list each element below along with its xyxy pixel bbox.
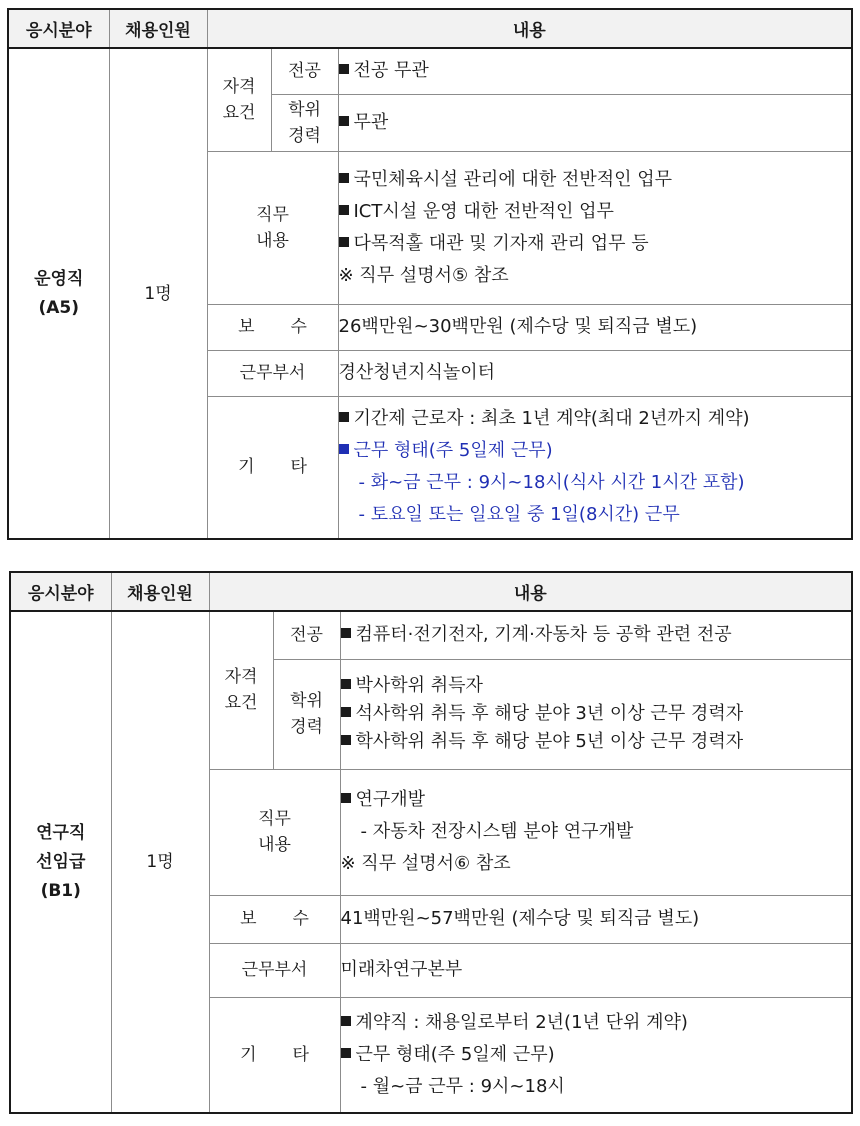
- field-name: 연구직: [36, 822, 86, 843]
- bullet-icon: [341, 707, 351, 717]
- header-count: 채용인원: [109, 9, 207, 48]
- bullet-icon: [339, 173, 349, 183]
- field-code: (A5): [38, 297, 80, 318]
- duty-note: ※ 직무 설명서⑤ 참조: [338, 264, 509, 286]
- major-label: 전공: [273, 611, 340, 659]
- header-field: 응시분야: [10, 572, 111, 611]
- qualification-label: 자격 요건: [209, 611, 273, 769]
- duty-label: 직무 내용: [209, 769, 340, 895]
- etc-label: 기 타: [209, 997, 340, 1113]
- duty-note: ※ 직무 설명서⑥ 참조: [340, 853, 511, 874]
- job-table-b1: [9, 571, 853, 1114]
- bullet-icon: [341, 628, 351, 638]
- dept-label: 근무부서: [209, 943, 340, 997]
- count-cell: 1명: [111, 611, 209, 1113]
- bullet-icon: [339, 116, 349, 126]
- bullet-icon: [341, 735, 351, 745]
- bullet-icon: [341, 793, 351, 803]
- field-code: (B1): [40, 880, 81, 901]
- degree-value: 박사학위 취득자 석사학위 취득 후 해당 분야 3년 이상 근무 경력자 학사학위 취득 후 해당 분야 5년 이상 근무 경력자: [340, 659, 852, 769]
- major-label: 전공: [271, 48, 338, 94]
- duty-value: 연구개발 - 자동차 전장시스템 분야 연구개발 ※ 직무 설명서⑥ 참조: [340, 769, 852, 895]
- bullet-icon: [341, 1048, 351, 1058]
- pay-label: 보 수: [209, 895, 340, 943]
- pay-value: 41백만원~57백만원 (제수당 및 퇴직금 별도): [340, 895, 852, 943]
- bullet-icon: [339, 64, 349, 74]
- etc-label: 기 타: [207, 396, 338, 539]
- field-grade: 선임급: [36, 851, 86, 872]
- degree-label: 학위 경력: [271, 94, 338, 151]
- header-content: 내용: [207, 9, 852, 48]
- major-value: 컴퓨터·전기전자, 기계·자동차 등 공학 관련 전공: [340, 611, 852, 659]
- bullet-icon: [339, 237, 349, 247]
- bullet-icon: [341, 679, 351, 689]
- etc-value: 계약직 : 채용일로부터 2년(1년 단위 계약) 근무 형태(주 5일제 근무) - 월~금 근무 : 9시~18시: [340, 997, 852, 1113]
- duty-value: 국민체육시설 관리에 대한 전반적인 업무 ICT시설 운영 대한 전반적인 업무 다목적홀 대관 및 기자재 관리 업무 등 ※ 직무 설명서⑤ 참조: [338, 151, 852, 304]
- qualification-label: 자격 요건: [207, 48, 271, 151]
- dept-value: 미래차연구본부: [340, 943, 852, 997]
- header-content: 내용: [209, 572, 852, 611]
- degree-value: 무관: [338, 94, 852, 151]
- field-name: 운영직: [34, 268, 84, 289]
- dept-label: 근무부서: [207, 350, 338, 396]
- field-cell: [10, 611, 111, 1113]
- header-count: 채용인원: [111, 572, 209, 611]
- major-value: 전공 무관: [338, 48, 852, 94]
- count-cell: 1명: [109, 48, 207, 539]
- bullet-icon: [339, 205, 349, 215]
- duty-label: 직무 내용: [207, 151, 338, 304]
- pay-label: 보 수: [207, 304, 338, 350]
- header-field: 응시분야: [8, 9, 109, 48]
- field-cell: [8, 48, 109, 539]
- dept-value: 경산청년지식놀이터: [338, 350, 852, 396]
- bullet-icon: [339, 412, 349, 422]
- pay-value: 26백만원~30백만원 (제수당 및 퇴직금 별도): [338, 304, 852, 350]
- degree-label: 학위 경력: [273, 659, 340, 769]
- bullet-icon: [339, 444, 349, 454]
- bullet-icon: [341, 1016, 351, 1026]
- etc-value: 기간제 근로자 : 최초 1년 계약(최대 2년까지 계약) 근무 형태(주 5일제 근무) - 화~금 근무 : 9시~18시(식사 시간 1시간 포함) - 토요일 또는 일요일 중 1일(8시간) 근무: [338, 396, 852, 539]
- job-table-a5: [7, 8, 853, 540]
